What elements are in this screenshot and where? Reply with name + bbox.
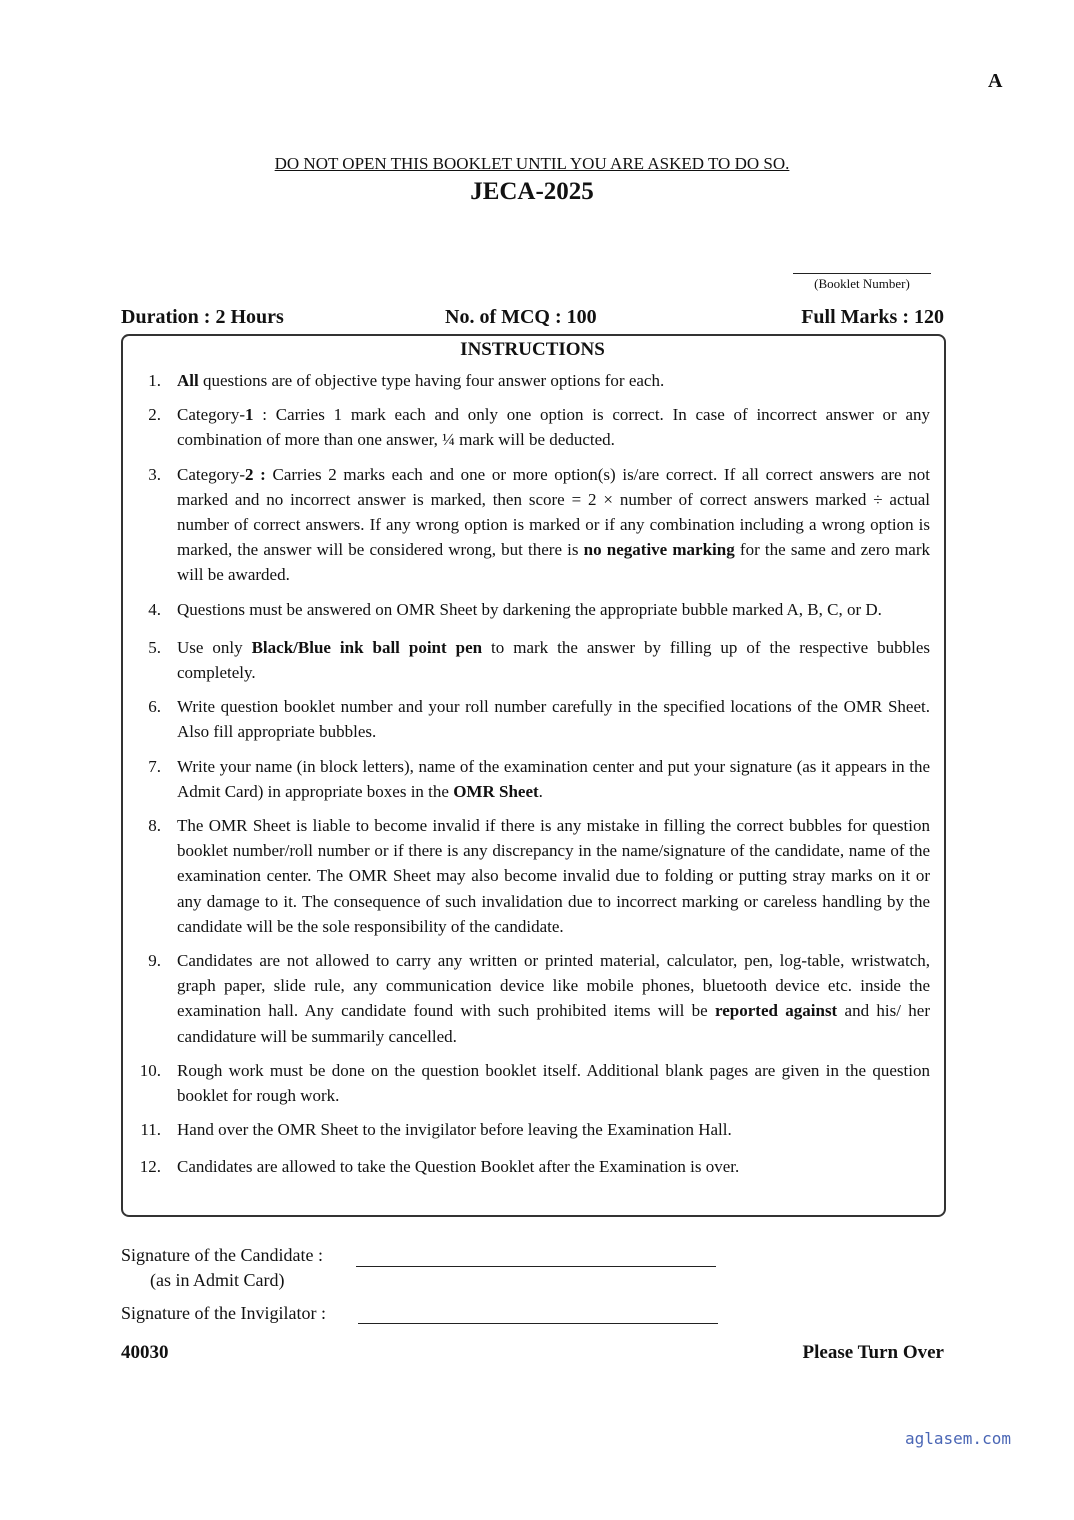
instruction-item: [132, 694, 930, 744]
instruction-emphasis: reported against: [715, 1001, 838, 1021]
instructions-list: [132, 368, 930, 1180]
instruction-text: : Carries 1 mark each and only one option is correct. In case of incorrect answer or any combination of more than one answer, ¼ mark will be deducted.: [177, 405, 930, 450]
instruction-emphasis: OMR Sheet: [453, 781, 539, 801]
instruction-text: Write your name (in block letters), name of the examination center and put your signature (as it appears in the Admit Card) in appropriate boxes in the: [177, 756, 930, 801]
mcq-count: No. of MCQ : 100: [445, 306, 597, 328]
invigilator-signature-line[interactable]: [358, 1323, 718, 1324]
booklet-number-line: [793, 273, 931, 274]
instruction-text: Use only: [177, 637, 252, 657]
instruction-item: [132, 1154, 930, 1179]
booklet-warning: DO NOT OPEN THIS BOOKLET UNTIL YOU ARE ASKED TO DO SO.: [274, 154, 790, 173]
instruction-item: [132, 597, 930, 622]
instruction-text: The OMR Sheet is liable to become invalid if there is any mistake in filling the correct bubbles for question booklet number/roll number or if there is any discrepancy in the name/signature of the candidate, name of the examination center. The OMR Sheet may also become invalid due to folding or putting stray marks on it or any damage to it. The consequence of such invalidation due to incorrect marking or careless handling by the candidate will be the sole responsibility of the candidate.: [177, 816, 930, 936]
instruction-item: [132, 368, 930, 393]
instruction-text: Candidates are not allowed to carry any written or printed material, calculator, pen, log-table, wristwatch, graph paper, slide rule, any communication device like mobile phones, bluetooth device etc. inside the examination hall. Any candidate found with such prohibited items will be: [177, 951, 930, 1021]
instruction-item: [132, 948, 930, 1049]
instruction-text: and his/ her candidature will be summarily cancelled.: [177, 1001, 930, 1046]
instruction-number: 6.: [148, 697, 161, 717]
instruction-number: 7.: [148, 756, 161, 776]
instruction-emphasis: no negative marking: [583, 540, 735, 560]
instruction-number: 4.: [148, 599, 161, 619]
watermark: aglasem.com: [905, 1429, 1011, 1448]
candidate-signature-label: Signature of the Candidate :: [121, 1245, 323, 1265]
instruction-text: for the same and zero mark will be awarded.: [177, 540, 930, 585]
exam-title: JECA-2025: [470, 178, 594, 205]
instruction-text: Questions must be answered on OMR Sheet by darkening the appropriate bubble marked A, B, C, or D.: [177, 599, 882, 619]
booklet-number-label: (Booklet Number): [814, 276, 910, 291]
instruction-number: 11.: [140, 1120, 161, 1140]
instruction-text: Candidates are allowed to take the Question Booklet after the Examination is over.: [177, 1157, 740, 1177]
candidate-signature-line[interactable]: [356, 1266, 716, 1267]
instructions-title: INSTRUCTIONS: [460, 339, 605, 360]
instruction-item: [132, 754, 930, 804]
instruction-number: 9.: [148, 951, 161, 971]
instruction-number: 3.: [148, 464, 161, 484]
instruction-text: Hand over the OMR Sheet to the invigilator before leaving the Examination Hall.: [177, 1120, 732, 1140]
please-turn-over: Please Turn Over: [802, 1342, 944, 1363]
instruction-number: 5.: [148, 637, 161, 657]
set-code: A: [988, 70, 1003, 92]
instruction-number: 12.: [139, 1157, 161, 1177]
instruction-number: 8.: [148, 816, 161, 836]
instruction-number: 10.: [139, 1060, 161, 1080]
instruction-text: Category-: [177, 405, 245, 425]
instruction-item: [132, 813, 930, 939]
instruction-number: 1.: [148, 371, 161, 390]
instruction-item: [132, 402, 930, 452]
instruction-text: Rough work must be done on the question booklet itself. Additional blank pages are given in the question booklet for rough work.: [177, 1060, 930, 1106]
instruction-item: [132, 462, 930, 588]
instruction-emphasis: Black/Blue ink ball point pen: [251, 637, 483, 657]
instruction-emphasis: 2 :: [244, 464, 266, 484]
instruction-emphasis: All: [177, 371, 199, 390]
instruction-text: Write question booklet number and your roll number carefully in the specified locations of the OMR Sheet. Also fill appropriate bubbles.: [177, 697, 930, 742]
invigilator-signature-label: Signature of the Invigilator :: [121, 1303, 326, 1323]
duration: Duration : 2 Hours: [121, 306, 284, 328]
full-marks: Full Marks : 120: [801, 306, 944, 328]
paper-code: 40030: [121, 1342, 169, 1363]
instruction-emphasis: 1: [244, 405, 254, 425]
instruction-item: [132, 635, 930, 685]
instruction-item: [132, 1117, 930, 1142]
instruction-item: [132, 1058, 930, 1108]
instruction-number: 2.: [148, 405, 161, 425]
instruction-text: .: [538, 781, 543, 801]
instruction-text: questions are of objective type having four answer options for each.: [198, 371, 665, 390]
instruction-text: Category-: [177, 464, 245, 484]
instruction-text: Carries 2 marks each and one or more option(s) is/are correct. If all correct answers are not marked and no incorrect answer is marked, then score = 2 × number of correct answers marked ÷ actual number of correct answers. If any wrong option is marked or if any combination including a wrong option is marked, the answer will be considered wrong, but there is: [177, 464, 930, 560]
candidate-signature-note: (as in Admit Card): [150, 1270, 285, 1290]
instruction-text: to mark the answer by filling up of the respective bubbles completely.: [177, 637, 930, 683]
